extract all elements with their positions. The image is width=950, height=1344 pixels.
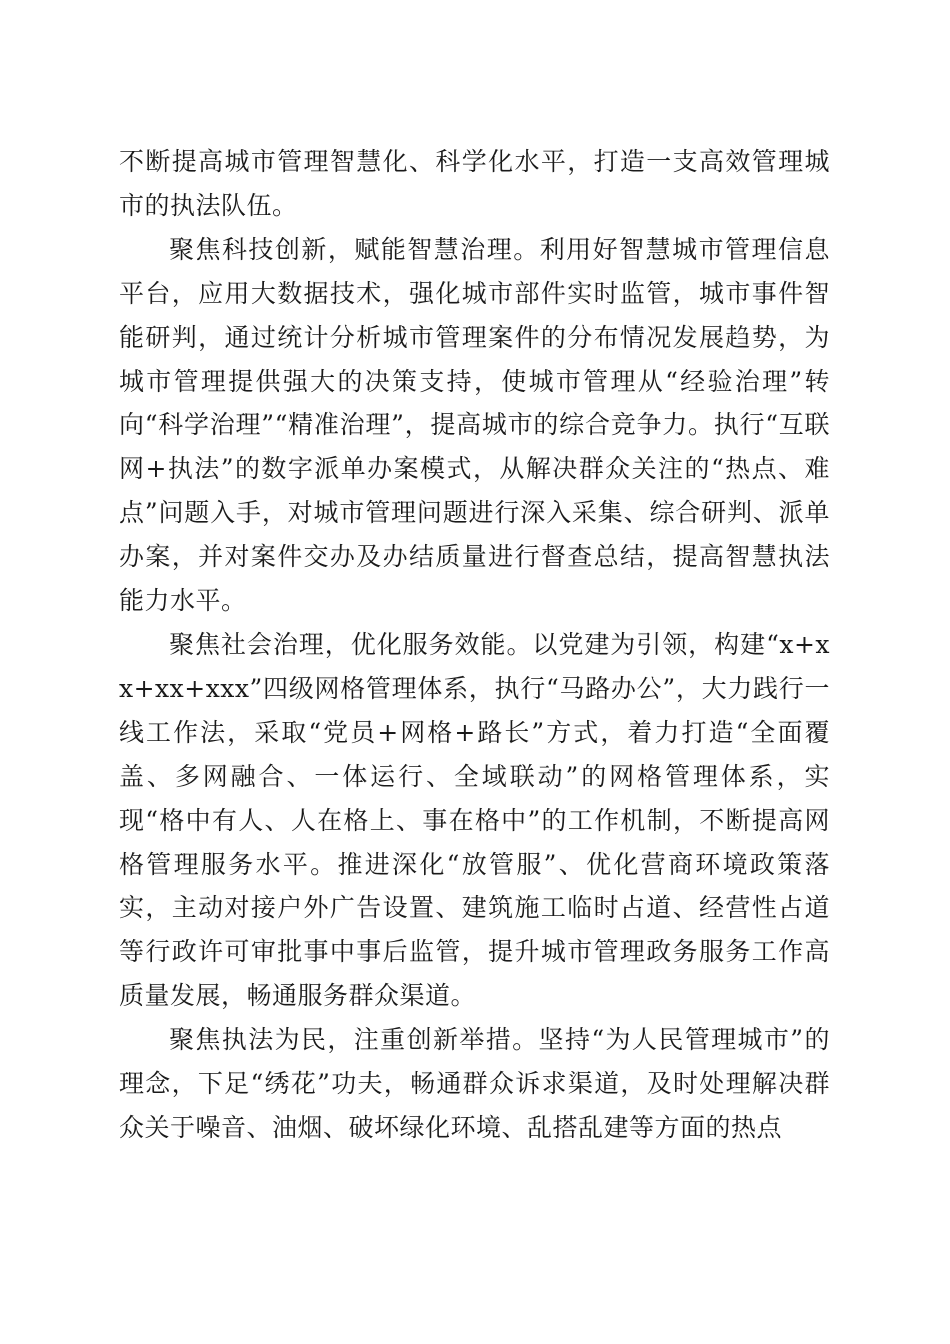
document-body	[119, 140, 830, 1150]
paragraph-continuation: 不断提高城市管理智慧化、科学化水平，打造一支高效管理城市的执法队伍。	[119, 147, 830, 220]
paragraph-tech-innovation: 聚焦科技创新，赋能智慧治理。利用好智慧城市管理信息平台，应用大数据技术，强化城市部件实时监管，城市事件智能研判，通过统计分析城市管理案件的分布情况发展趋势，为城市管理提供强大的决策支持，使城市管理从“经验治理”转向“科学治理”“精准治理”，提高城市的综合竞争力。执行“互联网+执法”的数字派单办案模式，从解决群众关注的“热点、难点”问题入手，对城市管理问题进行深入采集、综合研判、派单办案，并对案件交办及办结质量进行督查总结，提高智慧执法能力水平。	[119, 234, 830, 616]
paragraph-law-enforcement-for-people: 聚焦执法为民，注重创新举措。坚持“为人民管理城市”的理念，下足“绣花”功夫，畅通群众诉求渠道，及时处理解决群众关于噪音、油烟、破坏绿化环境、乱搭乱建等方面的热点	[119, 1025, 830, 1142]
paragraph-social-governance: 聚焦社会治理，优化服务效能。以党建为引领，构建“x+xx+xx+xxx”四级网格管理体系，执行“马路办公”，大力践行一线工作法，采取“党员+网格+路长”方式，着力打造“全面覆盖、多网融合、一体运行、全域联动”的网格管理体系，实现“格中有人、人在格上、事在格中”的工作机制，不断提高网格管理服务水平。推进深化“放管服”、优化营商环境政策落实，主动对接户外广告设置、建筑施工临时占道、经营性占道等行政许可审批事中事后监管，提升城市管理政务服务工作高质量发展，畅通服务群众渠道。	[119, 629, 830, 1011]
